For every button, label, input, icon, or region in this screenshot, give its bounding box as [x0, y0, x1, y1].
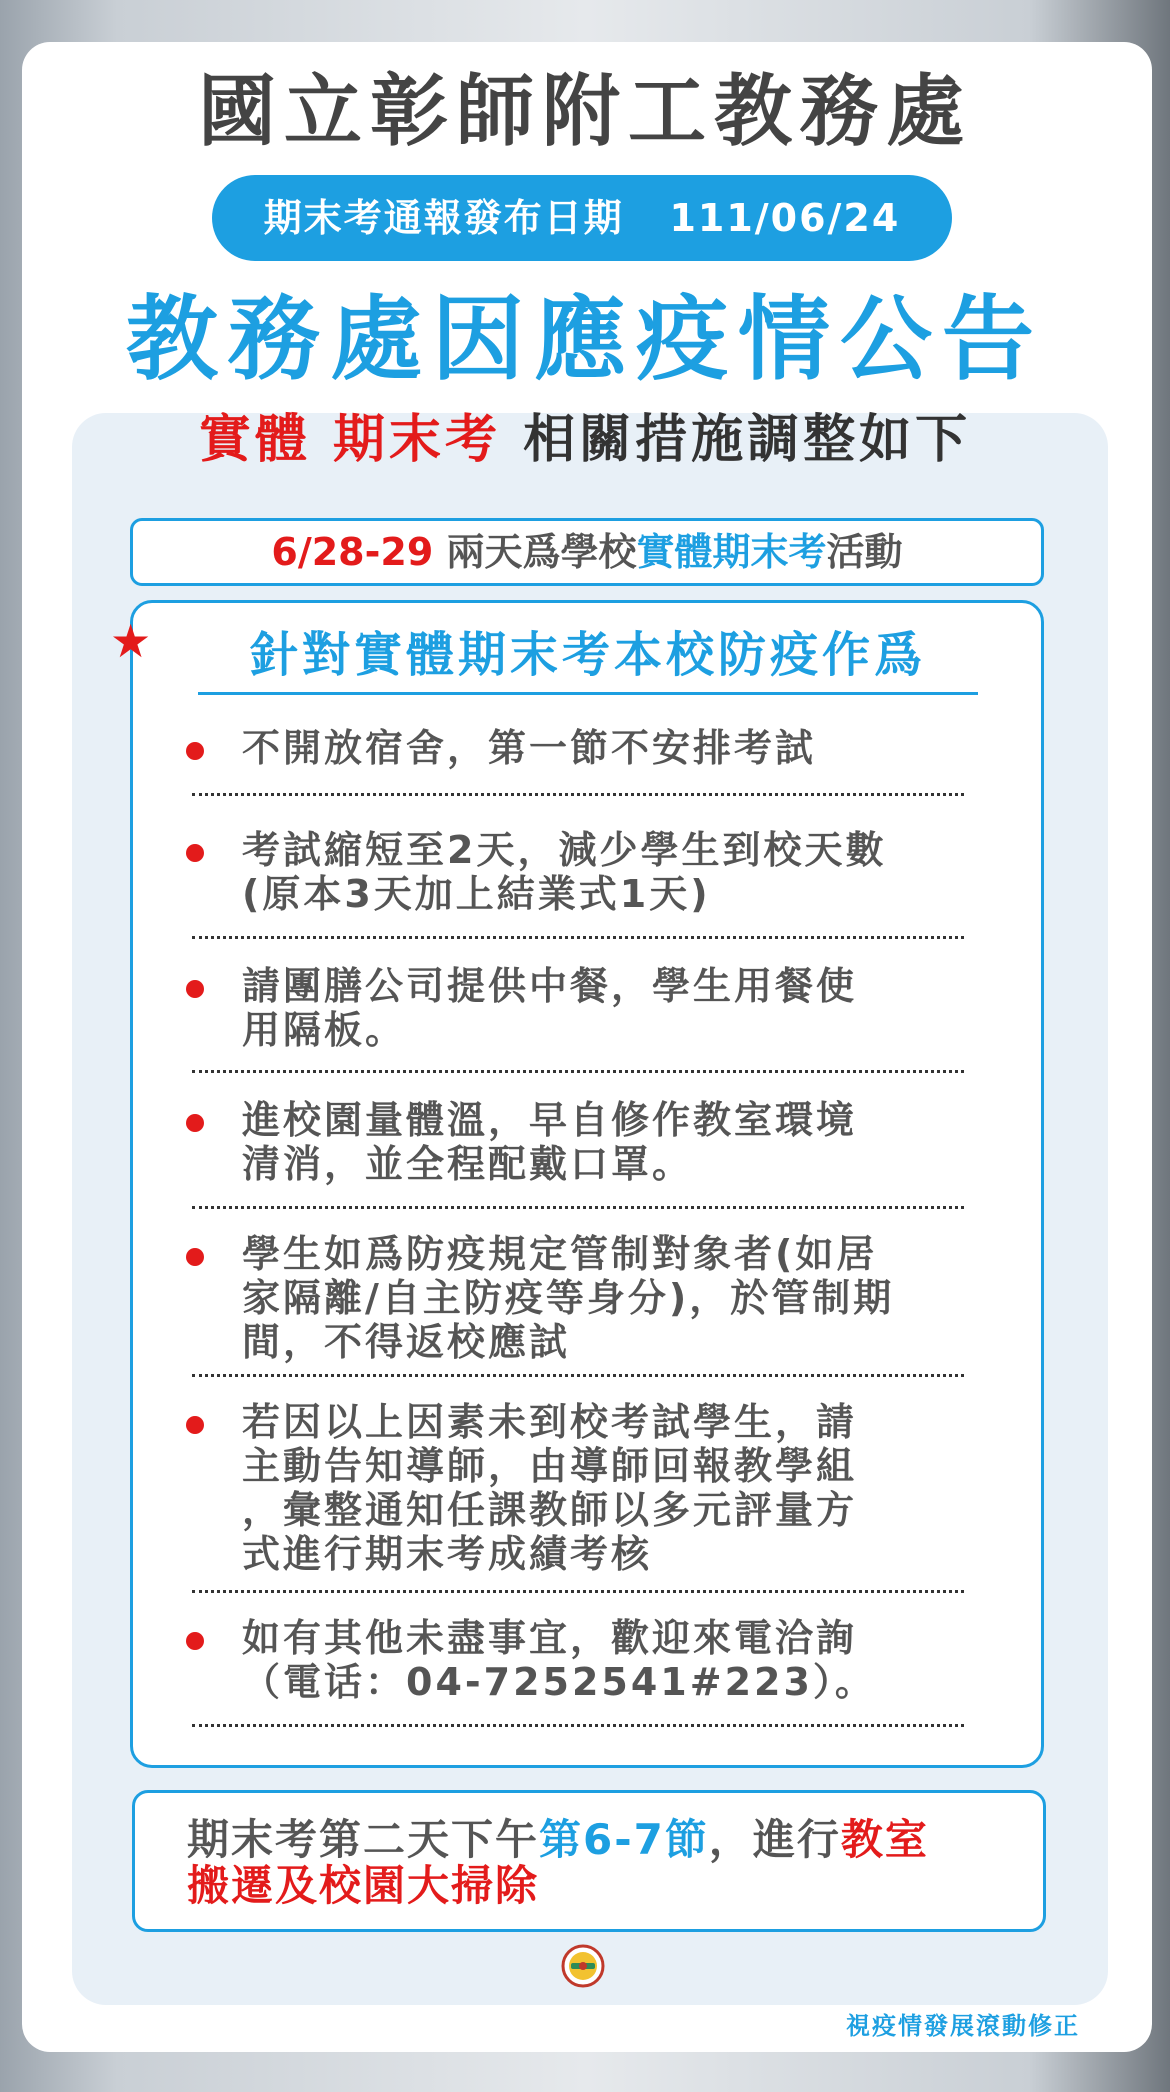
main-title: 教務處因應疫情公告: [125, 286, 1044, 393]
cleanup-part-3: ，進行: [708, 1815, 841, 1864]
measures-heading: 針對實體期末考本校防疫作爲: [249, 627, 926, 683]
exam-dates-text-after: 活動: [826, 530, 903, 574]
subtitle-adjustments: 相關措施調整如下: [523, 410, 972, 470]
exam-dates-highlight: 實體期末考: [636, 530, 827, 574]
cleanup-periods: 第6-7節: [539, 1815, 709, 1864]
subtitle: [0, 405, 1170, 475]
measure-item-text: 學生如爲防疫規定管制對象者(如居 家隔離/自主防疫等身分)，於管制期 間，不得返校應試: [242, 1232, 895, 1364]
dotted-separator: [192, 1590, 964, 1593]
dotted-separator: [192, 793, 964, 796]
bullet-dot-icon: [186, 1632, 204, 1650]
dotted-separator: [192, 1374, 964, 1377]
bullet-dot-icon: [186, 844, 204, 862]
dotted-separator: [192, 1206, 964, 1209]
dotted-separator: [192, 1070, 964, 1073]
dotted-separator: [192, 936, 964, 939]
star-icon: ★: [110, 614, 152, 668]
bullet-dot-icon: [186, 1248, 204, 1266]
bullet-dot-icon: [186, 1416, 204, 1434]
cleanup-move-and-clean: 搬遷及校園大掃除: [187, 1861, 540, 1910]
cleanup-notice-text: [187, 1817, 1017, 1909]
dotted-separator: [192, 1724, 964, 1727]
cleanup-notice-box: [132, 1790, 1046, 1932]
org-title: 國立彰師附工教務處: [197, 67, 972, 157]
exam-dates-text-before: 兩天爲學校: [446, 530, 637, 574]
subtitle-final-exam: 期末考: [332, 410, 501, 470]
measure-item-text: 若因以上因素未到校考試學生，請 主動告知導師，由導師回報教學組 ，彙整通知任課教師以多元評量方 式進行期末考成績考核: [242, 1400, 858, 1576]
publish-date-label: 期末考通報發布日期: [263, 196, 624, 240]
cleanup-classroom: 教室: [840, 1815, 929, 1864]
exam-dates-box: [130, 518, 1044, 586]
heading-underline: [198, 692, 978, 695]
subtitle-physical: 實體: [198, 410, 311, 470]
measure-item-text: 請團膳公司提供中餐，學生用餐使 用隔板。: [242, 964, 858, 1052]
publish-date: 111/06/24: [669, 196, 901, 240]
measure-item-text: 進校園量體溫，早自修作教室環境 清消，並全程配戴口罩。: [242, 1098, 858, 1186]
measure-item-text: 不開放宿舍，第一節不安排考試: [242, 726, 817, 770]
publish-date-pill: [212, 175, 952, 261]
bullet-dot-icon: [186, 742, 204, 760]
footer-note: 視疫情發展滾動修正: [846, 2012, 1080, 2040]
cleanup-part-1: 期末考第二天下午: [187, 1815, 540, 1864]
measure-item-text: 如有其他未盡事宜，歡迎來電洽詢 （電话：04-7252541#223）。: [242, 1616, 876, 1704]
exam-dates: 6/28-29: [271, 530, 434, 574]
bullet-dot-icon: [186, 1114, 204, 1132]
school-emblem-icon: [561, 1944, 605, 1988]
bullet-dot-icon: [186, 980, 204, 998]
measure-item-text: 考試縮短至2天，減少學生到校天數 (原本3天加上結業式1天): [242, 828, 887, 916]
